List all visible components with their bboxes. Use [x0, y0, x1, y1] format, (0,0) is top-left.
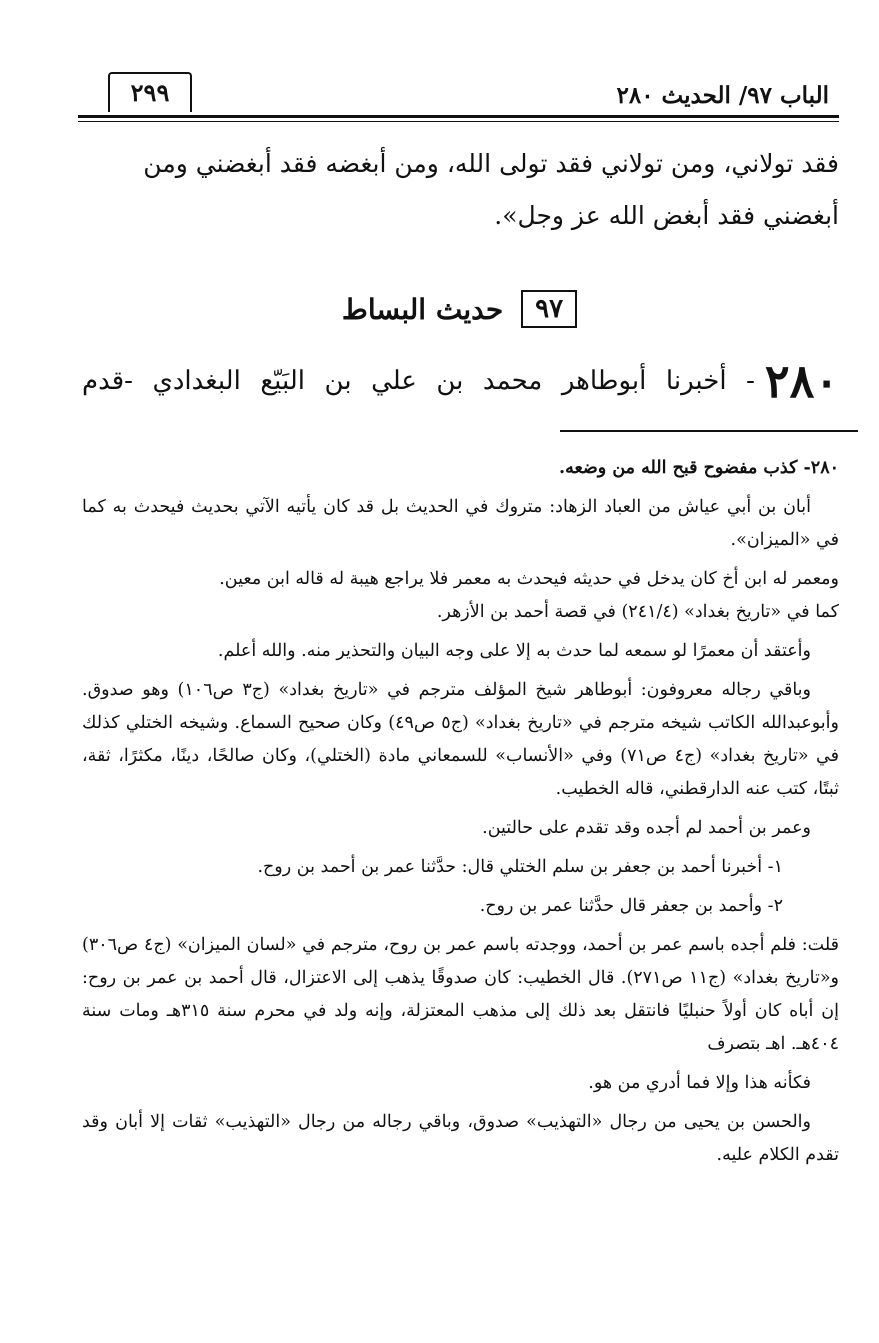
footnotes [82, 452, 839, 1178]
footnote-paragraph: وعمر بن أحمد لم أجده وقد تقدم على حالتين. [482, 818, 811, 838]
footnote-list-item: ٢- وأحمد بن جعفر قال حدَّثنا عمر بن روح. [479, 896, 783, 916]
page-header [78, 68, 839, 124]
header-rule-thin [78, 121, 839, 122]
section-title: حديث البساط [341, 292, 504, 326]
hadith-text: - أخبرنا أبوطاهر محمد بن علي بن البَيّع البغدادي -قدم [82, 366, 755, 396]
chapter-title: الباب ٩٧/ الحديث ٢٨٠ [616, 82, 829, 109]
hadith-number: ٢٨٠ [764, 354, 839, 408]
main-text-line: فقد تولاني، ومن تولاني فقد تولى الله، ومن أبغضه فقد أبغضني ومن [143, 149, 839, 178]
hadith-opening [82, 348, 839, 414]
footnote-separator [560, 430, 858, 432]
section-heading [80, 290, 839, 340]
main-text [82, 138, 839, 242]
footnote-paragraph: قلت: فلم أجده باسم عمر بن أحمد، ووجدته باسم عمر بن روح، مترجم في «لسان الميزان» (ج٤ ص٣٠٦) و«تاريخ بغداد» (ج١١ ص٢٧١). قال الخطيب: كان صدوقًا يذهب إلى الاعتزال، قال أحمد بن عمر بن روح: إن أباه كان أولاً حنبليًا فانتقل بعد ذلك إلى مذهب المعتزلة، وإنه ولد في محرم سنة ٣١٥هـ ومات سنة ٤٠٤هـ. اهـ بتصرف [82, 935, 839, 1054]
page-number: ٢٩٩ [108, 72, 192, 112]
section-number: ٩٧ [521, 290, 577, 328]
footnote-list-item: ١- أخبرنا أحمد بن جعفر بن سلم الختلي قال: حدَّثنا عمر بن أحمد بن روح. [257, 857, 783, 877]
footnote-paragraph: فكأنه هذا وإلا فما أدري من هو. [588, 1073, 811, 1093]
main-text-line: أبغضني فقد أبغض الله عز وجل». [494, 201, 839, 230]
footnote-paragraph: كما في «تاريخ بغداد» (٢٤١/٤) في قصة أحمد بن الأزهر. [436, 602, 839, 622]
footnote-paragraph: والحسن بن يحيى من رجال «التهذيب» صدوق، وباقي رجاله من رجال «التهذيب» ثقات إلا أبان وقد تقدم الكلام عليه. [82, 1112, 839, 1165]
footnote-heading: ٢٨٠- كذب مفضوح قبح الله من وضعه. [559, 458, 839, 478]
footnote-paragraph: ومعمر له ابن أخ كان يدخل في حديثه فيحدث به معمر فلا يراجع هيبة له قاله ابن معين. [219, 569, 839, 589]
footnote-paragraph: وأعتقد أن معمرًا لو سمعه لما حدث به إلا على وجه البيان والتحذير منه. والله أعلم. [217, 641, 811, 661]
footnote-paragraph: أبان بن أبي عياش من العباد الزهاد: متروك في الحديث بل قد كان يأتيه الآتي بحديث فيحدث به كما في «الميزان». [82, 497, 839, 550]
header-rule [78, 115, 839, 118]
footnote-paragraph: وباقي رجاله معروفون: أبوطاهر شيخ المؤلف مترجم في «تاريخ بغداد» (ج٣ ص١٠٦) وهو صدوق. وأبوعبدالله الكاتب شيخه مترجم في «تاريخ بغداد» (ج٥ ص٤٩) وكان صحيح السماع. وشيخه الختلي كذلك في «تاريخ بغداد» (ج٤ ص٧١) وفي «الأنساب» للسمعاني مادة (الختلي)، وكان صالحًا، دينًا، مكثرًا، ثقة، ثبتًا، كتب عنه الدارقطني، قاله الخطيب. [82, 680, 839, 799]
